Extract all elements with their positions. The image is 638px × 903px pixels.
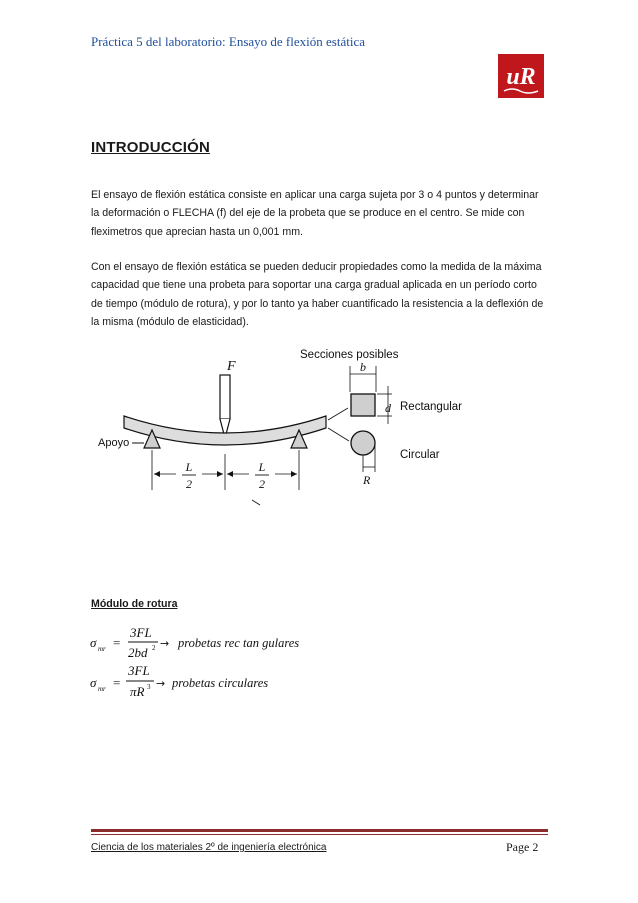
formula-rectangular bbox=[88, 620, 388, 662]
footer-course: Ciencia de los materiales 2º de ingeniería electrónica bbox=[91, 842, 327, 853]
numerator: 3FL bbox=[130, 625, 152, 640]
denominator: 2bd bbox=[128, 645, 148, 660]
sigma-subscript: mr bbox=[98, 685, 106, 693]
half-length-den-left: 2 bbox=[186, 477, 192, 491]
circular-section bbox=[351, 431, 375, 455]
half-length-num-right: L bbox=[258, 460, 266, 474]
equals-sign: = bbox=[113, 675, 121, 690]
page-number: Page 2 bbox=[506, 840, 539, 854]
denominator-exponent: 3 bbox=[147, 683, 151, 691]
arrow: → bbox=[160, 637, 170, 650]
half-length-num-left: L bbox=[185, 460, 193, 474]
logo-text: uR bbox=[506, 64, 536, 90]
half-length-den-right: 2 bbox=[259, 477, 265, 491]
sigma-symbol: σ bbox=[90, 635, 97, 650]
formula-description: probetas circulares bbox=[172, 676, 269, 690]
arrow: → bbox=[156, 677, 166, 690]
radius-label: R bbox=[363, 473, 371, 487]
load-plunger bbox=[220, 375, 230, 419]
formula-description: probetas rec tan gulares bbox=[178, 636, 300, 650]
circular-label: Circular bbox=[400, 449, 440, 461]
page-header-title: Práctica 5 del laboratorio: Ensayo de flexión estática bbox=[91, 34, 365, 49]
flexion-diagram bbox=[94, 342, 494, 507]
denominator: πR bbox=[130, 684, 145, 699]
rectangular-section bbox=[351, 394, 375, 416]
numerator: 3FL bbox=[128, 663, 150, 678]
formula-circular bbox=[88, 660, 388, 702]
support-label: Apoyo bbox=[98, 437, 130, 449]
force-label: F bbox=[227, 359, 236, 374]
sigma-symbol: σ bbox=[90, 675, 97, 690]
sigma-subscript: mr bbox=[98, 645, 106, 653]
intro-paragraph-2: Con el ensayo de flexión estática se pueden deducir propiedades como la medida de la máxima capacidad que tiene una probeta para soportar una carga gradual aplicada en un período corto de tiempo (módulo de rotura), y por lo tanto ya haber cuantificado la resistencia a la deflexión de la misma (módulo de elasticidad). bbox=[91, 261, 544, 328]
width-label: b bbox=[360, 360, 366, 374]
sections-title: Secciones posibles bbox=[300, 349, 399, 361]
equals-sign: = bbox=[113, 635, 121, 650]
section-heading: INTRODUCCIÓN bbox=[91, 139, 211, 156]
rectangular-label: Rectangular bbox=[400, 401, 463, 413]
footer-rule-thick bbox=[91, 829, 548, 832]
intro-paragraph-1: El ensayo de flexión estática consiste en aplicar una carga sujeta por 3 o 4 puntos y determinar la deformación o FLECHA (f) del eje de la probeta que se produce en el centro. Se mide con fleximetros que aprecian hasta un 0,001 mm. bbox=[91, 189, 539, 238]
modulo-rotura-heading: Módulo de rotura bbox=[91, 598, 178, 610]
denominator-exponent: 2 bbox=[152, 644, 156, 652]
depth-label: d bbox=[385, 401, 391, 415]
footer-rule-thin bbox=[91, 834, 548, 835]
university-logo bbox=[498, 54, 544, 98]
